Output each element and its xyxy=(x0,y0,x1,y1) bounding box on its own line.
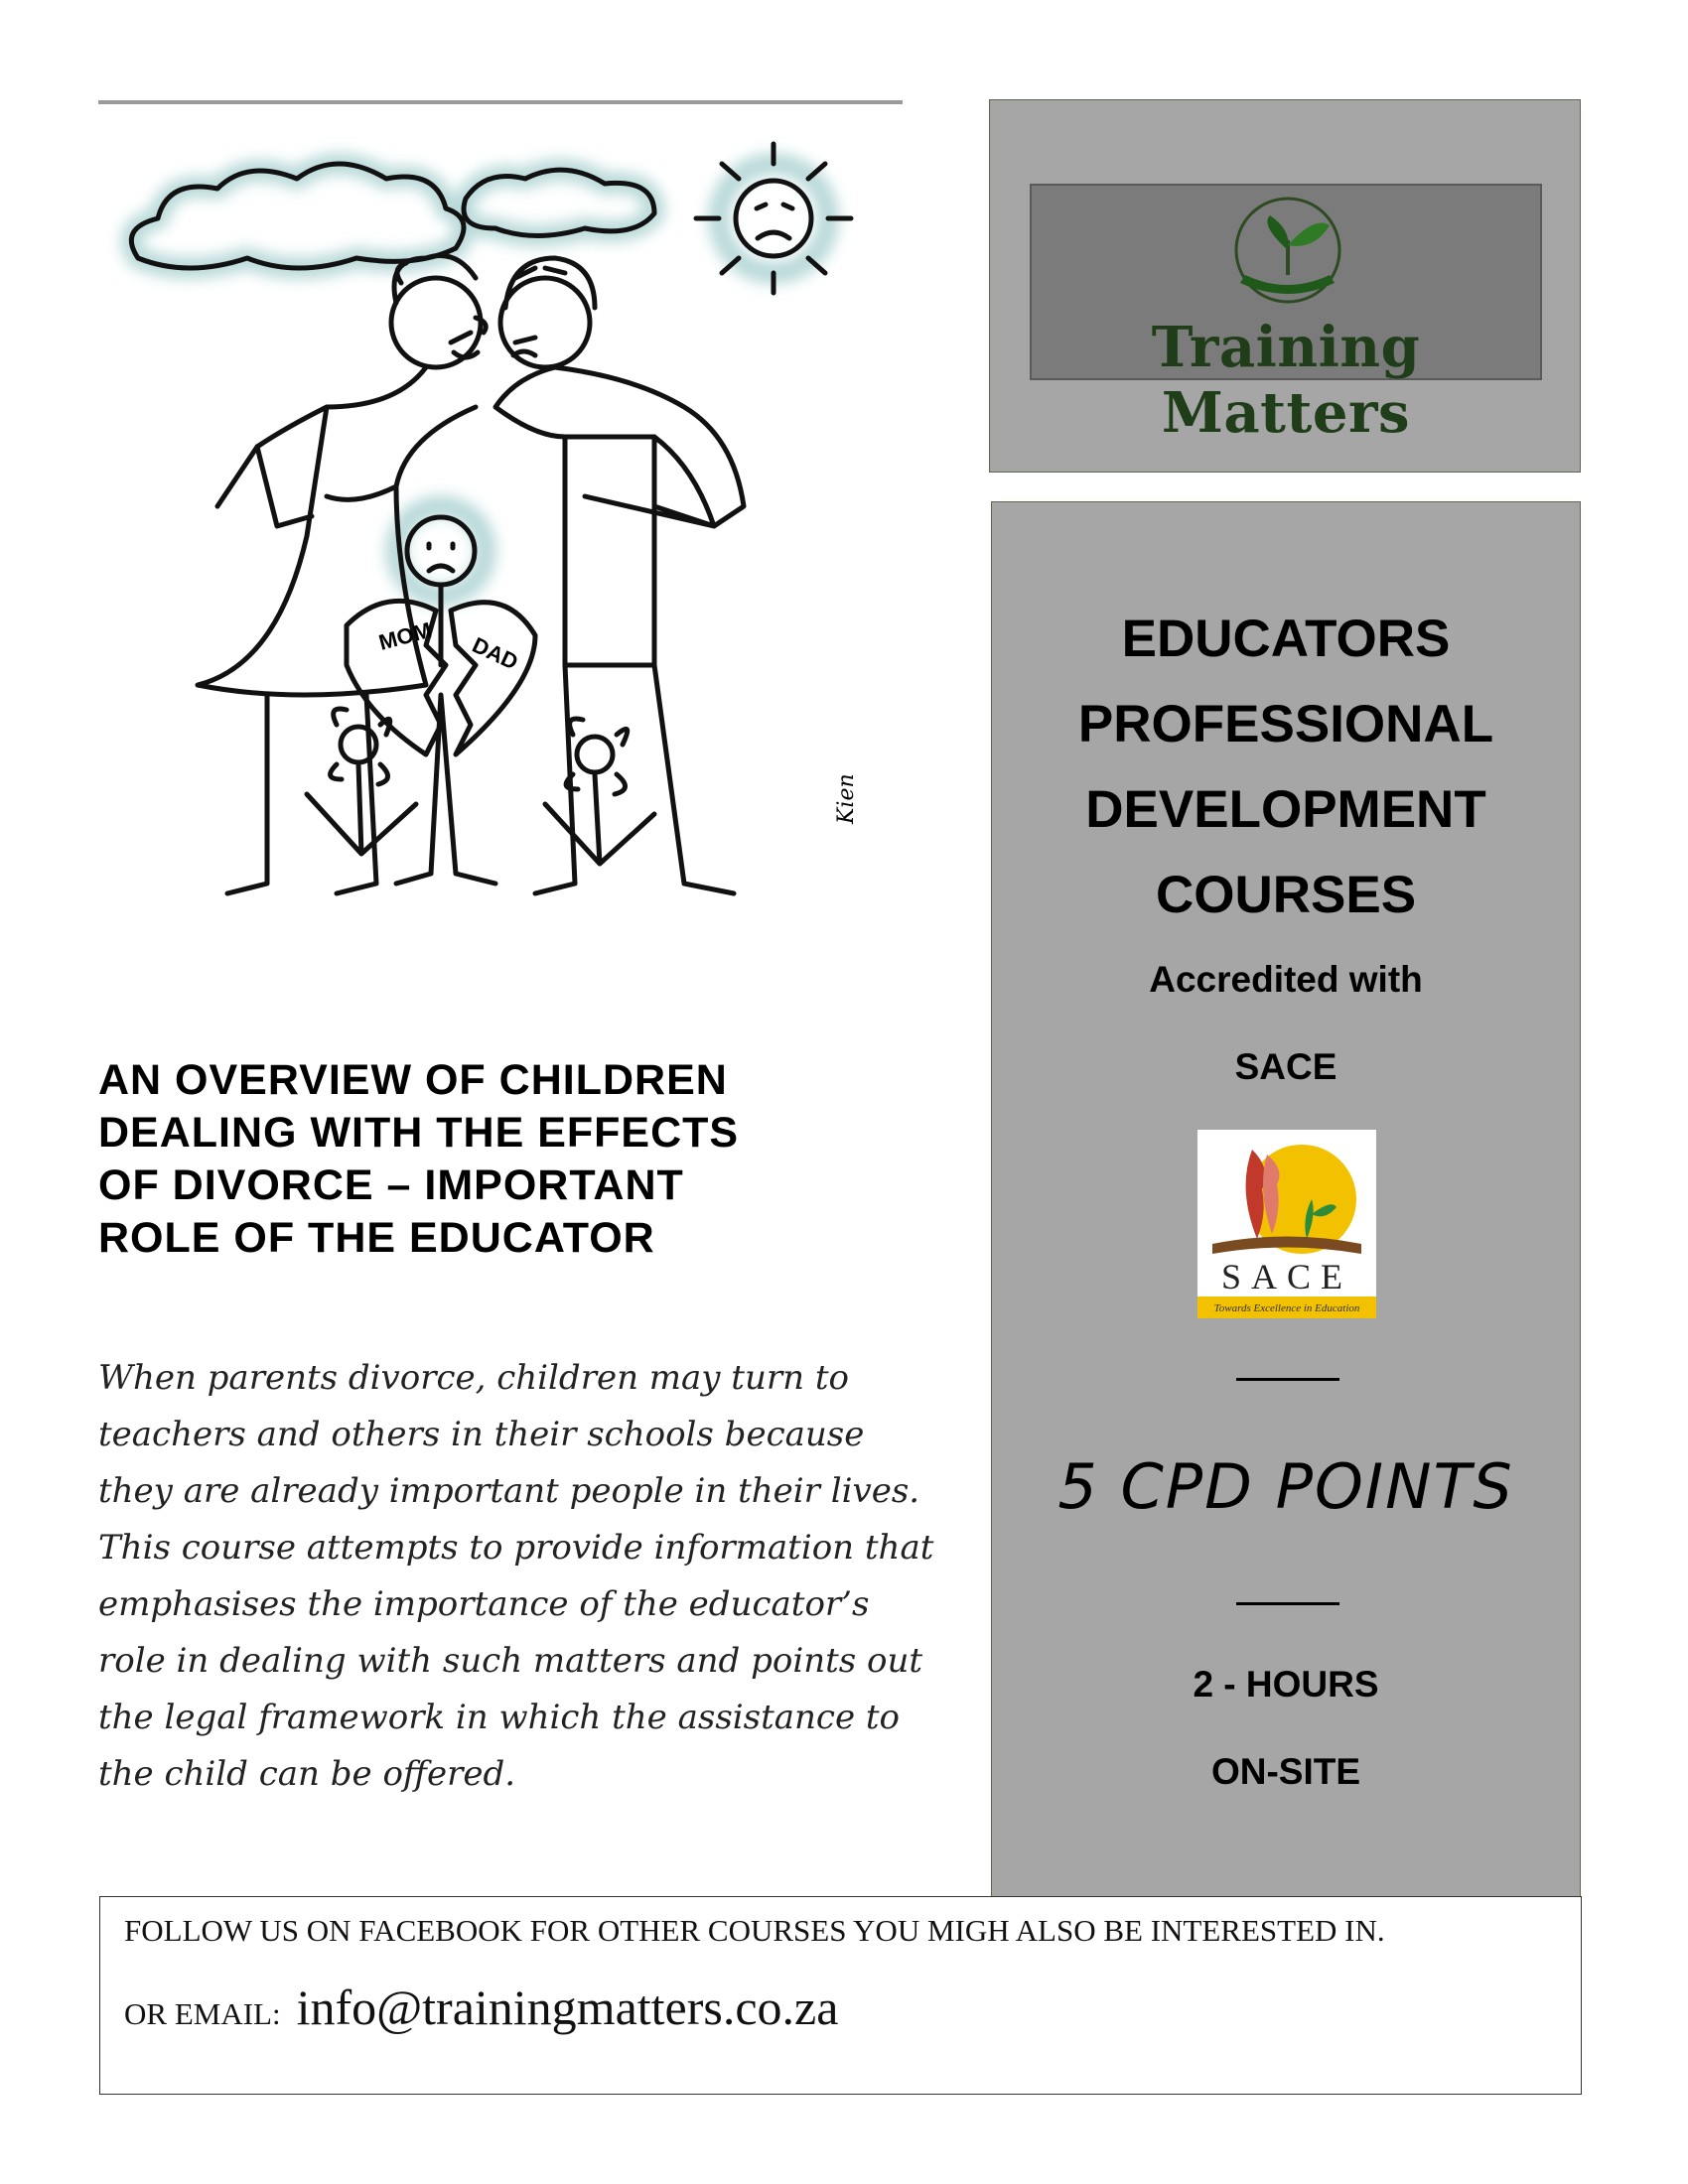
divorce-cartoon-illustration xyxy=(98,109,903,943)
title-line: AN OVERVIEW OF CHILDREN xyxy=(98,1056,728,1104)
heading-line: EDUCATORS xyxy=(1121,610,1451,668)
separator-dash xyxy=(1236,1378,1339,1381)
accredited-label: Accredited with xyxy=(1149,959,1423,1000)
contact-footer xyxy=(99,1896,1582,2095)
sace-logo xyxy=(1197,1130,1376,1318)
heart-left-label: MOM xyxy=(375,616,435,655)
course-duration: 2 - HOURS xyxy=(1193,1664,1379,1705)
sace-logo-text: SACE xyxy=(1220,1257,1353,1297)
heading-line: PROFESSIONAL xyxy=(1077,695,1494,753)
top-divider xyxy=(98,100,903,104)
facebook-follow-text: FOLLOW US ON FACEBOOK FOR OTHER COURSES YOU MIGH ALSO BE INTERESTED IN. xyxy=(124,1913,1385,1948)
email-label: OR EMAIL: xyxy=(124,1996,281,2031)
title-line: OF DIVORCE – IMPORTANT xyxy=(98,1161,684,1209)
artist-signature: Kien xyxy=(834,773,859,824)
email-link[interactable]: info@trainingmatters.co.za xyxy=(296,1979,839,2035)
email-line xyxy=(124,1979,838,2036)
cpd-points: 5 CPD POINTS xyxy=(1057,1450,1514,1523)
heart-right-label: DAD xyxy=(468,631,522,675)
logo-box xyxy=(1030,184,1542,446)
course-location: ON-SITE xyxy=(1210,1751,1361,1792)
separator-dash xyxy=(1236,1602,1339,1605)
heading-line: COURSES xyxy=(1155,866,1417,924)
accreditor-name: SACE xyxy=(1234,1046,1337,1087)
panel-heading xyxy=(992,597,1580,938)
logo-panel xyxy=(989,99,1581,473)
sace-tagline: Towards Excellence in Education xyxy=(1213,1302,1360,1314)
course-description: When parents divorce, children may turn to teachers and others in their schools because they are already important people in their lives. This course attempts to provide information that emphasises the importance of the educator’s role in dealing with such matters and points out the legal framework in which the assistance to the child can be offered. xyxy=(98,1358,934,1794)
plant-in-hand-icon xyxy=(1032,196,1544,305)
brand-name: Training Matters xyxy=(1151,315,1421,446)
heading-line: DEVELOPMENT xyxy=(1085,780,1486,839)
title-line: ROLE OF THE EDUCATOR xyxy=(98,1214,655,1262)
course-info-panel xyxy=(991,501,1581,1897)
course-title xyxy=(98,1054,813,1265)
title-line: DEALING WITH THE EFFECTS xyxy=(98,1109,740,1157)
